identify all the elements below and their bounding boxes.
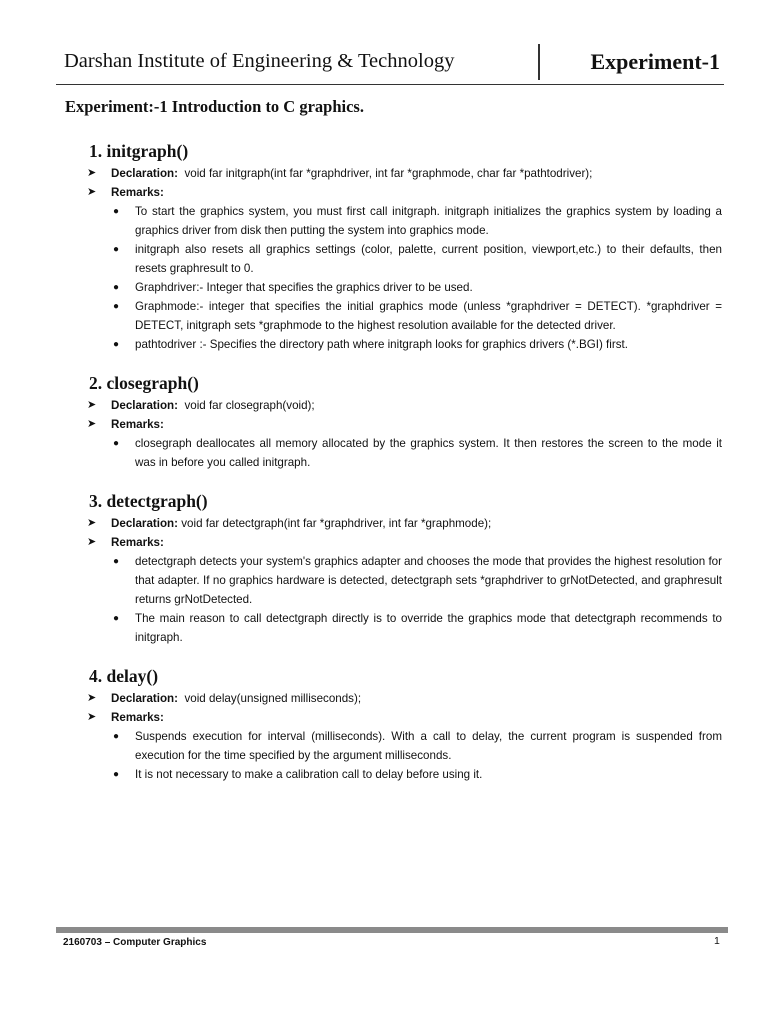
declaration-text: void far initgraph(int far *graphdriver, int far *graphmode, char far *pathtodriver); <box>184 167 593 180</box>
list-item <box>0 434 768 472</box>
bullet-icon: ● <box>113 438 120 449</box>
bullet-icon: ● <box>113 769 120 780</box>
bullet-icon: ● <box>113 206 120 217</box>
section-title: 4. delay() <box>89 666 159 686</box>
remarks-label: Remarks: <box>111 186 164 199</box>
experiment-title: Experiment:-1 Introduction to C graphics. <box>65 97 364 116</box>
arrow-bullet-icon: ➤ <box>87 186 97 198</box>
bullet-icon: ● <box>113 282 120 293</box>
remarks-row <box>0 183 768 202</box>
arrow-bullet-icon: ➤ <box>87 536 97 548</box>
section-delay <box>0 663 768 784</box>
declaration-label: Declaration: <box>111 399 179 412</box>
remarks-label: Remarks: <box>111 418 164 431</box>
list-item <box>0 727 768 765</box>
section-detectgraph <box>0 488 768 647</box>
document-body <box>0 138 768 800</box>
list-item <box>0 202 768 240</box>
bullet-icon: ● <box>113 731 120 742</box>
declaration-text: void far closegraph(void); <box>184 399 315 412</box>
declaration-row <box>0 514 768 533</box>
declaration-label: Declaration: <box>111 692 179 705</box>
arrow-bullet-icon: ➤ <box>87 692 97 704</box>
remarks-row <box>0 533 768 552</box>
list-item-text: Graphmode:- integer that specifies the initial graphics mode (unless *graphdriver = DETECT). *graphdriver = DETECT, initgraph sets *graphmode to the highest resolution available for the detected driver. <box>135 300 722 332</box>
list-item <box>0 765 768 784</box>
list-item <box>0 278 768 297</box>
bullet-icon: ● <box>113 613 120 624</box>
list-item <box>0 240 768 278</box>
bullet-icon: ● <box>113 339 120 350</box>
page-number: 1 <box>714 935 720 947</box>
list-item-text: initgraph also resets all graphics settings (color, palette, current position, viewport,etc.) to their defaults, then resets graphresult to 0. <box>135 243 722 275</box>
list-item-text: Graphdriver:- Integer that specifies the graphics driver to be used. <box>135 281 473 294</box>
course-code: 2160703 – Computer Graphics <box>63 937 207 948</box>
list-item-text: Suspends execution for interval (milliseconds). With a call to delay, the current program is suspended from execution for the time specified by the argument milliseconds. <box>135 730 722 762</box>
arrow-bullet-icon: ➤ <box>87 167 97 179</box>
list-item <box>0 552 768 609</box>
list-item-text: closegraph deallocates all memory allocated by the graphics system. It then restores the screen to the mode it was in before you called initgraph. <box>135 437 722 469</box>
list-item-text: To start the graphics system, you must first call initgraph. initgraph initializes the graphics system by loading a graphics driver from disk then putting the system into graphics mode. <box>135 205 722 237</box>
list-item <box>0 297 768 335</box>
section-initgraph <box>0 138 768 354</box>
declaration-row <box>0 164 768 183</box>
bullet-icon: ● <box>113 301 120 312</box>
experiment-number: Experiment-1 <box>590 49 720 74</box>
list-item-text: It is not necessary to make a calibration call to delay before using it. <box>135 768 483 781</box>
remarks-row <box>0 708 768 727</box>
bullet-icon: ● <box>113 244 120 255</box>
remarks-row <box>0 415 768 434</box>
page-header <box>56 44 724 85</box>
remarks-label: Remarks: <box>111 711 164 724</box>
list-item-text: detectgraph detects your system's graphics adapter and chooses the mode that provides the highest resolution for that adapter. If no graphics hardware is detected, detectgraph sets *graphdriver to grNotDetected, and graphresult returns grNotDetected. <box>135 555 722 606</box>
list-item-text: pathtodriver :- Specifies the directory path where initgraph looks for graphics drivers (*.BGI) first. <box>135 338 628 351</box>
section-title: 3. detectgraph() <box>89 491 208 511</box>
declaration-label: Declaration: <box>111 167 179 180</box>
declaration-text: void far detectgraph(int far *graphdriver, int far *graphmode); <box>181 517 492 530</box>
arrow-bullet-icon: ➤ <box>87 711 97 723</box>
list-item <box>0 335 768 354</box>
institute-name: Darshan Institute of Engineering & Technology <box>64 50 455 72</box>
arrow-bullet-icon: ➤ <box>87 517 97 529</box>
declaration-label: Declaration: <box>111 517 179 530</box>
remarks-label: Remarks: <box>111 536 164 549</box>
declaration-row <box>0 396 768 415</box>
arrow-bullet-icon: ➤ <box>87 399 97 411</box>
section-title: 1. initgraph() <box>89 141 189 161</box>
list-item <box>0 609 768 647</box>
declaration-text: void delay(unsigned milliseconds); <box>184 692 362 705</box>
footer-divider <box>56 927 728 933</box>
arrow-bullet-icon: ➤ <box>87 418 97 430</box>
declaration-row <box>0 689 768 708</box>
section-closegraph <box>0 370 768 472</box>
list-item-text: The main reason to call detectgraph directly is to override the graphics mode that detectgraph recommends to initgraph. <box>135 612 722 644</box>
section-title: 2. closegraph() <box>89 373 199 393</box>
bullet-icon: ● <box>113 556 120 567</box>
header-divider <box>538 44 540 80</box>
